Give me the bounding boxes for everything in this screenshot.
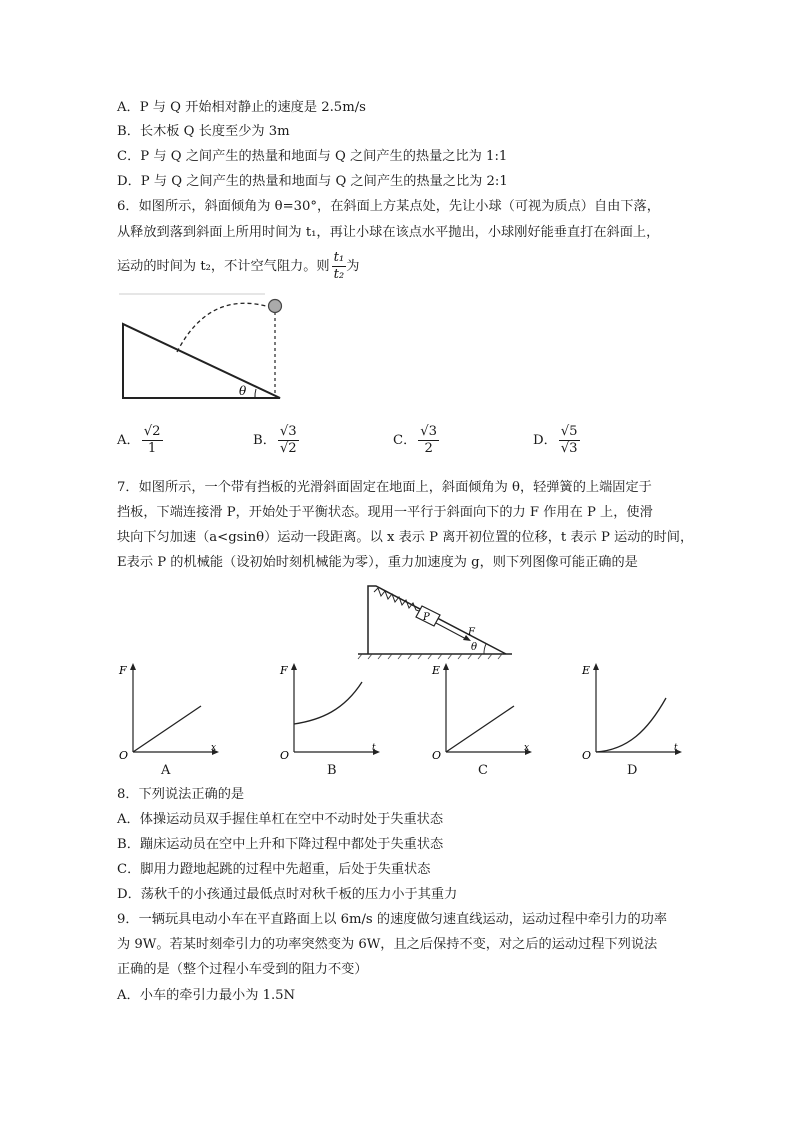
q6-option-d — [533, 424, 580, 457]
q6-incline — [123, 324, 280, 398]
q6-stem-line3 — [117, 250, 359, 284]
q6-ratio-num: t₁ — [333, 250, 345, 265]
q6-option-c-label: C． — [393, 433, 417, 448]
q8-option-b: B．蹦床运动员在空中上升和下降过程中都处于失重状态 — [117, 837, 444, 852]
q7-graph-d-curve — [596, 698, 666, 752]
q9-stem-line2: 为 9W。若某时刻牵引力的功率突然变为 6W，且之后保持不变，对之后的运动过程下列说法 — [117, 937, 658, 952]
q7-stem-line2: 挡板，下端连接滑 P，开始处于平衡状态。现用一平行于斜面向下的力 F 作用在 P 上，使滑 — [117, 505, 653, 520]
q7-graph-a-y-label: F — [119, 664, 127, 677]
q5-option-b: B．长木板 Q 长度至少为 3m — [117, 124, 290, 139]
q6-option-d-label: D． — [533, 433, 557, 448]
q7-incline-figure — [356, 582, 516, 660]
q5-option-c: C．P 与 Q 之间产生的热量和地面与 Q 之间产生的热量之比为 1:1 — [117, 149, 508, 164]
q7-graph-c-x-label: x — [524, 743, 530, 753]
q6-option-b — [253, 424, 299, 457]
q6-option-d-num: √5 — [560, 424, 578, 439]
q7-graph-d-label: D — [627, 763, 638, 778]
q6-stem-line3-after: 为 — [346, 259, 360, 274]
q6-option-d-den: √3 — [560, 441, 578, 456]
q7-graph-b-origin: O — [280, 749, 290, 760]
q7-force-label: F — [468, 627, 475, 638]
q7-graph-b-y-label: F — [280, 664, 288, 677]
q7-graph-a-curve — [133, 706, 201, 752]
q6-stem-line2: 从释放到落到斜面上所用时间为 t₁，再让小球在该点水平抛出，小球刚好能垂直打在斜面上， — [117, 225, 660, 240]
q7-graph-b — [276, 660, 381, 760]
q7-block-label: P — [423, 612, 430, 623]
q7-graph-b-x-label: t — [372, 743, 376, 753]
q7-graph-c-origin: O — [432, 749, 442, 760]
q9-stem-line1: 9．一辆玩具电动小车在平直路面上以 6m/s 的速度做匀速直线运动，运动过程中牵引力的功率 — [117, 912, 668, 927]
q9-option-a: A．小车的牵引力最小为 1.5N — [117, 988, 296, 1003]
q6-projectile-path — [177, 303, 273, 352]
q7-graph-a-y-arrow — [130, 663, 136, 670]
q6-ratio-den: t₂ — [333, 267, 345, 282]
q7-angle-arc — [484, 644, 486, 654]
q7-graph-c-curve — [446, 706, 514, 752]
q6-theta-label: θ — [239, 384, 247, 398]
q7-spring — [374, 588, 422, 612]
q7-stem-line4: E表示 P 的机械能（设初始时刻机械能为零），重力加速度为 g，则下列图像可能正确的是 — [117, 555, 638, 570]
q6-ratio — [332, 250, 347, 283]
q6-option-c-num: √3 — [420, 424, 438, 439]
q6-stem-line1: 6．如图所示，斜面倾角为 θ=30°，在斜面上方某点处，先让小球（可视为质点）自由下落， — [117, 199, 660, 214]
q6-option-c-den: 2 — [424, 441, 433, 456]
q6-option-b-den: √2 — [279, 441, 297, 456]
q6-ball — [269, 300, 282, 313]
q7-angle-label: θ — [471, 642, 478, 653]
q7-graph-a-x-label: x — [211, 743, 217, 753]
q7-graph-a — [115, 660, 220, 760]
q6-option-c — [393, 424, 439, 457]
q7-graph-d-x-label: t — [674, 743, 678, 753]
q7-graph-c-y-arrow — [443, 663, 449, 670]
q7-graph-d-y-label: E — [582, 664, 591, 677]
q7-graph-c — [428, 660, 533, 760]
q7-graph-b-curve — [294, 682, 362, 724]
q7-graph-c-label: C — [478, 763, 488, 778]
q8-option-d: D．荡秋千的小孩通过最低点时对秋千板的压力小于其重力 — [117, 887, 458, 902]
q7-graph-d-y-arrow — [593, 663, 599, 670]
q8-option-c: C．脚用力蹬地起跳的过程中先超重，后处于失重状态 — [117, 862, 431, 877]
q7-graph-d-origin: O — [582, 749, 592, 760]
q5-option-d: D．P 与 Q 之间产生的热量和地面与 Q 之间产生的热量之比为 2:1 — [117, 174, 508, 189]
q6-incline-figure — [115, 290, 300, 408]
q6-option-b-label: B． — [253, 433, 276, 448]
q6-option-a — [117, 424, 163, 457]
q7-graph-c-y-label: E — [432, 664, 441, 677]
q7-graph-a-origin: O — [119, 749, 129, 760]
q7-stem-line1: 7．如图所示，一个带有挡板的光滑斜面固定在地面上，斜面倾角为 θ，轻弹簧的上端固定于 — [117, 480, 652, 495]
q8-option-a: A．体操运动员双手握住单杠在空中不动时处于失重状态 — [117, 812, 444, 827]
q6-option-a-num: √2 — [143, 424, 161, 439]
q7-stem-line3: 块向下匀加速（a<gsinθ）运动一段距离。以 x 表示 P 离开初位置的位移，t 表示 P 运动的时间， — [117, 530, 694, 545]
q7-graph-a-label: A — [161, 763, 171, 778]
q7-graph-b-label: B — [327, 763, 337, 778]
q9-stem-line3: 正确的是（整个过程小车受到的阻力不变） — [117, 962, 368, 977]
q6-stem-line3-text: 运动的时间为 t₂，不计空气阻力。则 — [117, 259, 330, 274]
q6-option-b-num: √3 — [279, 424, 297, 439]
q6-option-a-den: 1 — [147, 441, 157, 456]
q6-option-a-label: A． — [117, 433, 140, 448]
q7-graph-d — [578, 660, 683, 760]
q6-angle-arc — [255, 389, 256, 398]
q5-option-a: A．P 与 Q 开始相对静止的速度是 2.5m/s — [117, 100, 366, 115]
q7-graph-b-y-arrow — [291, 663, 297, 670]
q8-stem: 8．下列说法正确的是 — [117, 787, 245, 802]
